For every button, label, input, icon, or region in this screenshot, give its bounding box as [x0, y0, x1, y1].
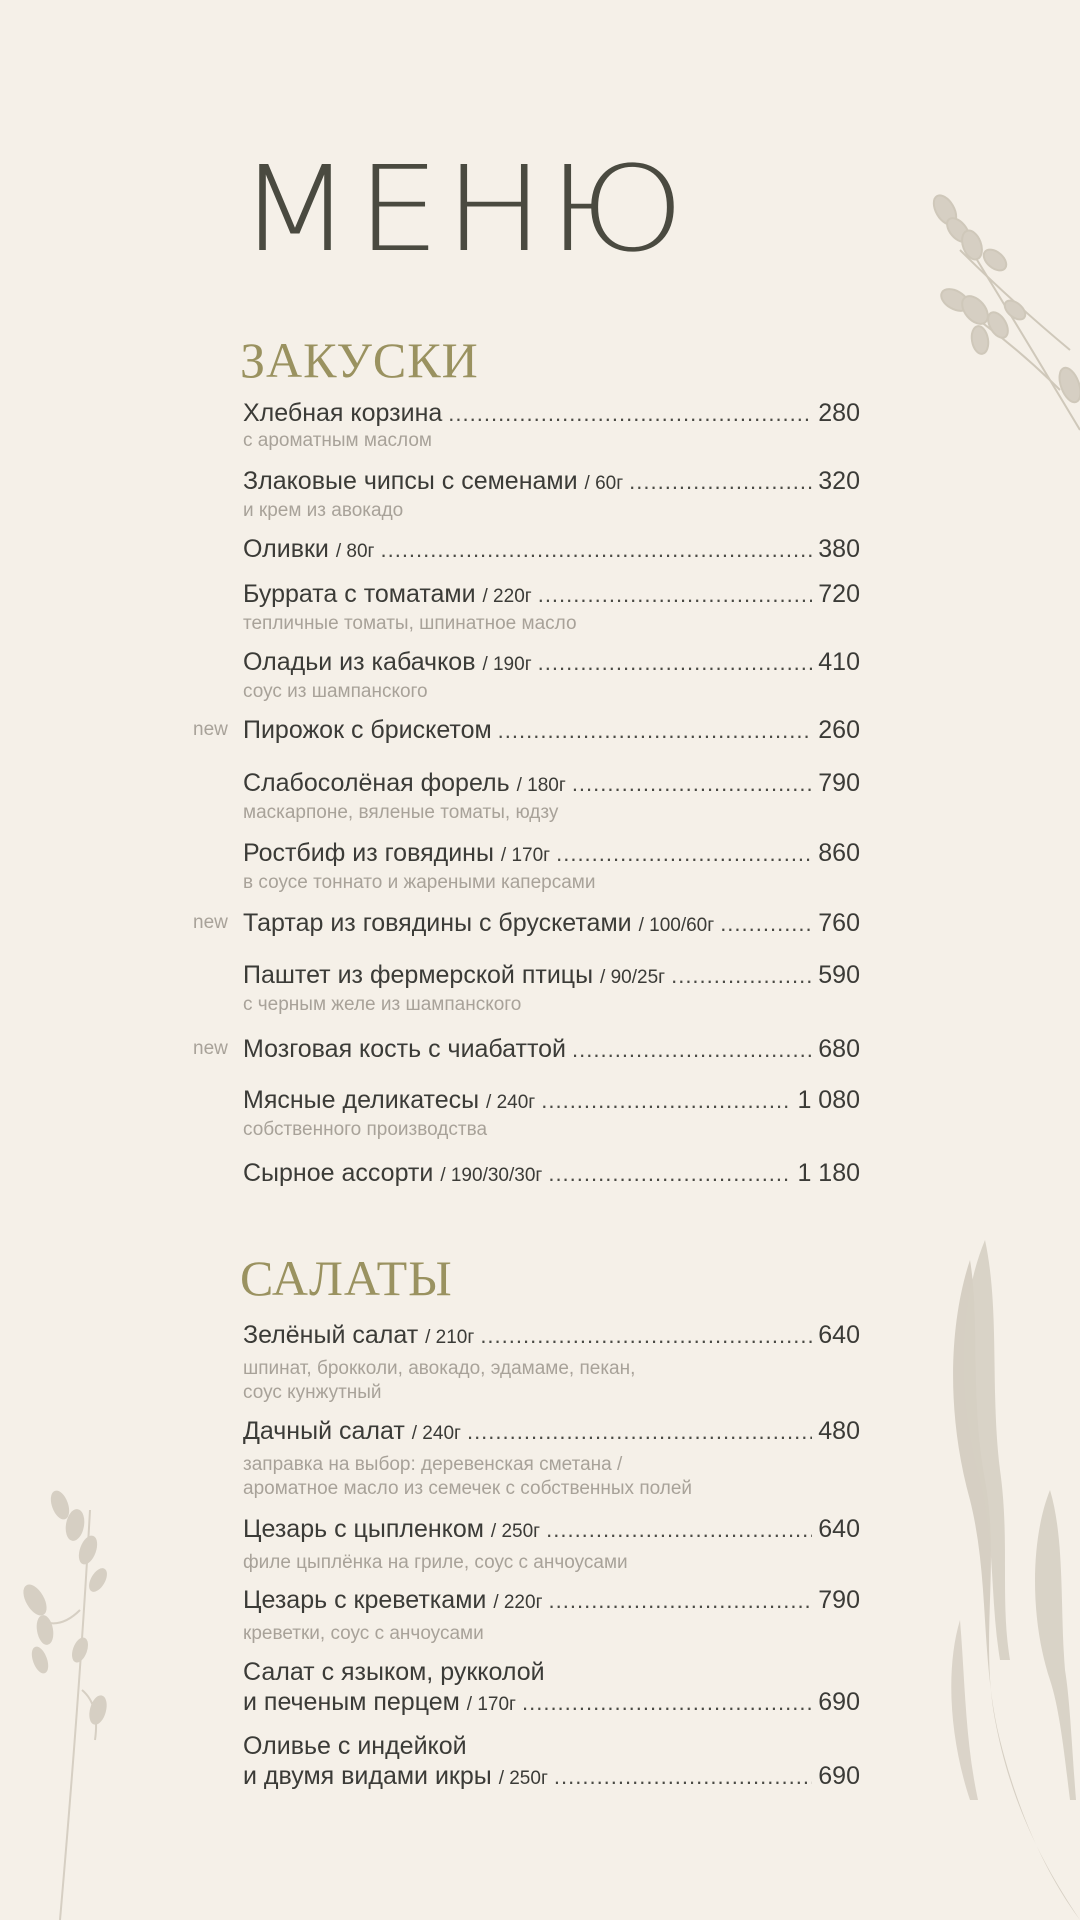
- menu-item: [243, 1585, 860, 1646]
- item-name: Мозговая кость с чиабаттой: [243, 1035, 567, 1063]
- item-price: 640: [818, 1321, 860, 1349]
- menu-item: [243, 579, 860, 636]
- item-price: 860: [818, 839, 860, 867]
- item-description: маскарпоне, вяленые томаты, юдзу: [243, 802, 559, 823]
- item-name: Злаковые чипсы с семенами: [243, 467, 578, 495]
- item-price: 260: [818, 716, 860, 744]
- item-name: Ростбиф из говядины: [243, 839, 494, 867]
- item-weight: / 220г: [493, 1592, 543, 1613]
- new-badge: new: [193, 1038, 228, 1059]
- dot-leader: [629, 467, 812, 497]
- item-price: 790: [818, 1586, 860, 1614]
- section-title-zakuski: ЗАКУСКИ: [240, 332, 479, 388]
- menu-item: [243, 1158, 860, 1191]
- item-description: соус из шампанского: [243, 681, 428, 702]
- menu-item: [243, 1085, 860, 1142]
- item-price: 320: [818, 467, 860, 495]
- item-name: и печеным перцем: [243, 1688, 460, 1716]
- item-weight: / 190/30/30г: [440, 1165, 543, 1186]
- menu-item: [243, 534, 860, 567]
- dot-leader: [671, 961, 812, 991]
- item-name: Зелёный салат: [243, 1321, 419, 1349]
- menu-item: [193, 1034, 860, 1065]
- item-weight: / 180г: [516, 775, 566, 796]
- dot-leader: [546, 1515, 812, 1545]
- dot-leader: [467, 1417, 812, 1447]
- item-price: 790: [818, 769, 860, 797]
- item-weight: / 240г: [411, 1423, 461, 1444]
- item-price: 590: [818, 961, 860, 989]
- item-name: Слабосолёная форель: [243, 769, 510, 797]
- item-name: Цезарь с цыпленком: [243, 1515, 484, 1543]
- dot-leader: [541, 1086, 791, 1116]
- dot-leader: [572, 769, 812, 799]
- item-name: Цезарь с креветками: [243, 1586, 487, 1614]
- item-description-line2: ароматное масло из семечек с собственных полей: [243, 1478, 693, 1499]
- menu-item: [193, 908, 860, 941]
- item-price: 680: [818, 1035, 860, 1063]
- item-weight: / 60г: [584, 473, 624, 494]
- dot-leader: [720, 909, 812, 939]
- menu-item: [243, 647, 860, 704]
- item-weight: / 100/60г: [638, 915, 715, 936]
- item-description: собственного производства: [243, 1119, 488, 1140]
- menu-item: [243, 768, 860, 825]
- dot-leader: [380, 535, 812, 565]
- dot-leader: [554, 1762, 812, 1792]
- item-price: 280: [818, 399, 860, 427]
- menu-item: [243, 1657, 860, 1720]
- item-description: в соусе тоннато и жареными каперсами: [243, 872, 596, 893]
- item-name-line1: Оливье с индейкой: [243, 1732, 467, 1760]
- new-badge: new: [193, 719, 228, 740]
- dot-leader: [448, 399, 812, 429]
- dot-leader: [549, 1586, 813, 1616]
- item-weight: / 210г: [425, 1327, 475, 1348]
- item-price: 690: [818, 1688, 860, 1716]
- item-weight: / 90/25г: [600, 967, 666, 988]
- item-description: и крем из авокадо: [243, 500, 404, 521]
- item-weight: / 220г: [482, 586, 532, 607]
- item-name: и двумя видами икры: [243, 1762, 492, 1790]
- item-name: Сырное ассорти: [243, 1159, 434, 1187]
- item-weight: / 80г: [335, 541, 375, 562]
- section-title-salaty: САЛАТЫ: [240, 1250, 453, 1306]
- item-description-line2: соус кунжутный: [243, 1382, 382, 1403]
- item-name: Буррата с томатами: [243, 580, 476, 608]
- dry-grass-branch-bottom-right-icon: [940, 1240, 1080, 1920]
- dot-leader: [538, 580, 813, 610]
- page-title: МЕНЮ: [238, 140, 690, 278]
- item-price: 380: [818, 535, 860, 563]
- menu-item: [193, 715, 860, 746]
- menu-item: [243, 466, 860, 523]
- item-price: 480: [818, 1417, 860, 1445]
- item-description: с ароматным маслом: [243, 430, 432, 451]
- item-name: Оливки: [243, 535, 329, 563]
- item-name: Мясные деликатесы: [243, 1086, 480, 1114]
- item-weight: / 250г: [498, 1768, 548, 1789]
- item-description: филе цыплёнка на гриле, соус с анчоусами: [243, 1552, 628, 1573]
- item-description: шпинат, брокколи, авокадо, эдамаме, пекан,: [243, 1358, 636, 1379]
- item-price: 760: [818, 909, 860, 937]
- item-price: 1 080: [797, 1086, 860, 1114]
- menu-item: [243, 1320, 860, 1405]
- new-badge: new: [193, 912, 228, 933]
- item-weight: / 170г: [500, 845, 551, 866]
- menu-item: [243, 1731, 860, 1794]
- item-description: креветки, соус с анчоусами: [243, 1623, 484, 1644]
- menu-item: [243, 960, 860, 1017]
- menu-item: [243, 838, 860, 895]
- item-name: Дачный салат: [243, 1417, 405, 1445]
- menu-item: [243, 398, 860, 453]
- item-name: Паштет из фермерской птицы: [243, 961, 594, 989]
- item-name-line1: Салат с языком, рукколой: [243, 1658, 545, 1686]
- dot-leader: [522, 1688, 812, 1718]
- item-price: 640: [818, 1515, 860, 1543]
- item-weight: / 250г: [490, 1521, 541, 1542]
- dry-grass-branch-bottom-left-icon: [20, 1490, 130, 1920]
- item-price: 1 180: [797, 1159, 860, 1187]
- item-weight: / 170г: [466, 1694, 516, 1715]
- item-price: 410: [818, 648, 860, 676]
- item-price: 690: [818, 1762, 860, 1790]
- item-description: тепличные томаты, шпинатное масло: [243, 613, 577, 634]
- menu-item: [243, 1514, 860, 1575]
- item-name: Пирожок с брискетом: [243, 716, 492, 744]
- dry-grass-branch-top-right-icon: [920, 190, 1080, 450]
- menu-item: [243, 1416, 860, 1501]
- dot-leader: [572, 1035, 812, 1065]
- dot-leader: [556, 839, 812, 869]
- dot-leader: [548, 1159, 791, 1189]
- item-name: Оладьи из кабачков: [243, 648, 476, 676]
- item-weight: / 190г: [482, 654, 532, 675]
- item-description: с черным желе из шампанского: [243, 994, 522, 1015]
- item-weight: / 240г: [486, 1092, 536, 1113]
- item-name: Хлебная корзина: [243, 399, 443, 427]
- item-price: 720: [818, 580, 860, 608]
- dot-leader: [480, 1321, 812, 1351]
- item-name: Тартар из говядины с брускетами: [243, 909, 632, 937]
- dot-leader: [538, 648, 813, 678]
- item-description: заправка на выбор: деревенская сметана /: [243, 1454, 623, 1475]
- dot-leader: [498, 716, 813, 746]
